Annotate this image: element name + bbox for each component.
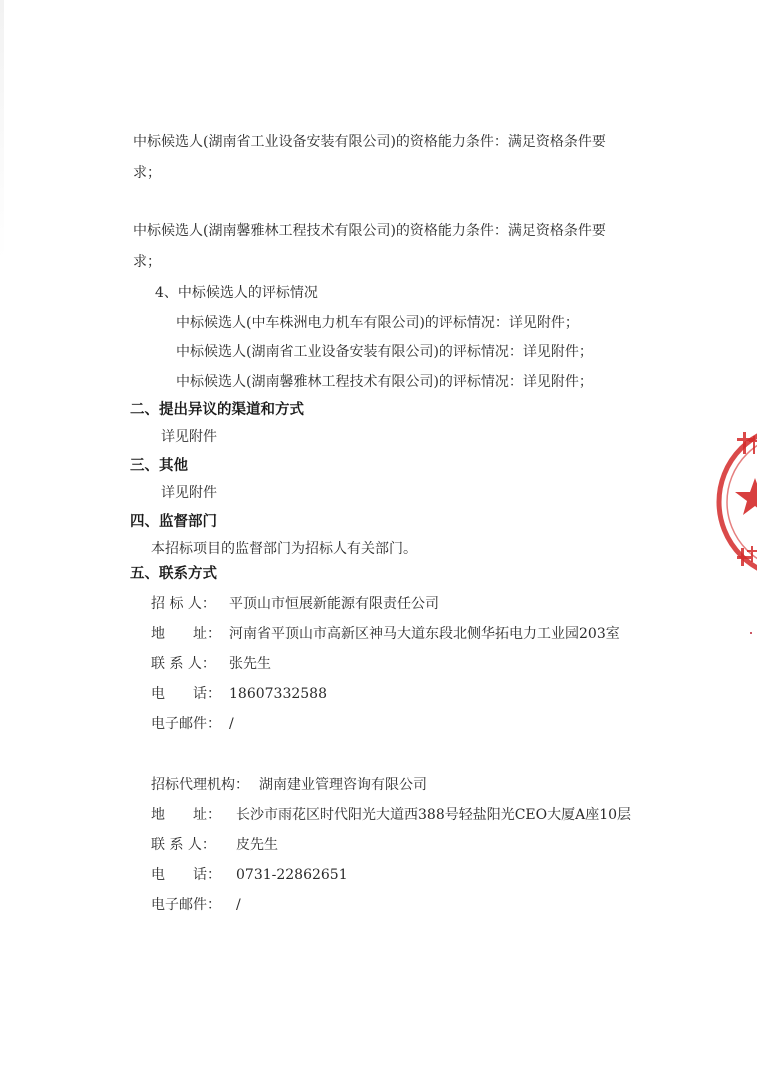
section-body-other: 详见附件 <box>161 485 217 501</box>
tenderer-name-label: 招 标 人： <box>151 596 216 612</box>
evaluation-item: 中标候选人(湖南省工业设备安装有限公司)的评标情况：详见附件； <box>176 344 593 360</box>
tenderer-email: / <box>229 716 234 732</box>
agency-email-label: 电子邮件： <box>151 897 221 913</box>
agency-phone: 0731-22862651 <box>236 867 348 883</box>
agency-email: / <box>236 897 241 913</box>
agency-address: 长沙市雨花区时代阳光大道西388号轻盐阳光CEO大厦A座10层 <box>236 807 632 823</box>
qualification-line-2: 中标候选人(湖南馨雅林工程技术有限公司)的资格能力条件：满足资格条件要 <box>133 223 606 239</box>
evaluation-item: 中标候选人(中车株洲电力机车有限公司)的评标情况：详见附件； <box>176 315 579 331</box>
tenderer-address: 河南省平顶山市高新区神马大道东段北侧华拓电力工业园203室 <box>229 626 620 642</box>
qualification-line-1-cont: 求； <box>133 165 161 181</box>
section-heading-supervision: 四、监督部门 <box>130 514 217 530</box>
scan-edge-shadow <box>0 0 4 260</box>
section-body-objection: 详见附件 <box>161 429 217 445</box>
section-heading-contact: 五、联系方式 <box>130 566 217 582</box>
tenderer-name: 平顶山市恒展新能源有限责任公司 <box>229 596 439 612</box>
scan-speck <box>750 632 752 634</box>
section-body-supervision: 本招标项目的监督部门为招标人有关部门。 <box>151 541 417 557</box>
tenderer-contact: 张先生 <box>229 656 271 672</box>
section-heading-other: 三、其他 <box>130 458 188 474</box>
agency-contact-label: 联 系 人： <box>151 837 216 853</box>
section-heading-objection: 二、提出异议的渠道和方式 <box>130 402 304 418</box>
tenderer-phone: 18607332588 <box>229 686 327 702</box>
agency-contact: 皮先生 <box>236 837 278 853</box>
agency-name: 湖南建业管理咨询有限公司 <box>259 777 427 793</box>
agency-name-label: 招标代理机构： <box>151 777 249 793</box>
tenderer-email-label: 电子邮件： <box>151 716 221 732</box>
qualification-line-1: 中标候选人(湖南省工业设备安装有限公司)的资格能力条件：满足资格条件要 <box>133 134 606 150</box>
tenderer-contact-label: 联 系 人： <box>151 656 216 672</box>
qualification-line-2-cont: 求； <box>133 254 161 270</box>
evaluation-heading: 4、中标候选人的评标情况 <box>155 285 318 301</box>
tenderer-phone-label: 电 话： <box>151 686 221 702</box>
evaluation-item: 中标候选人(湖南馨雅林工程技术有限公司)的评标情况：详见附件； <box>176 374 593 390</box>
agency-phone-label: 电 话： <box>151 867 221 883</box>
agency-address-label: 地 址： <box>151 807 221 823</box>
company-seal-stamp <box>715 410 757 590</box>
tenderer-address-label: 地 址： <box>151 626 221 642</box>
